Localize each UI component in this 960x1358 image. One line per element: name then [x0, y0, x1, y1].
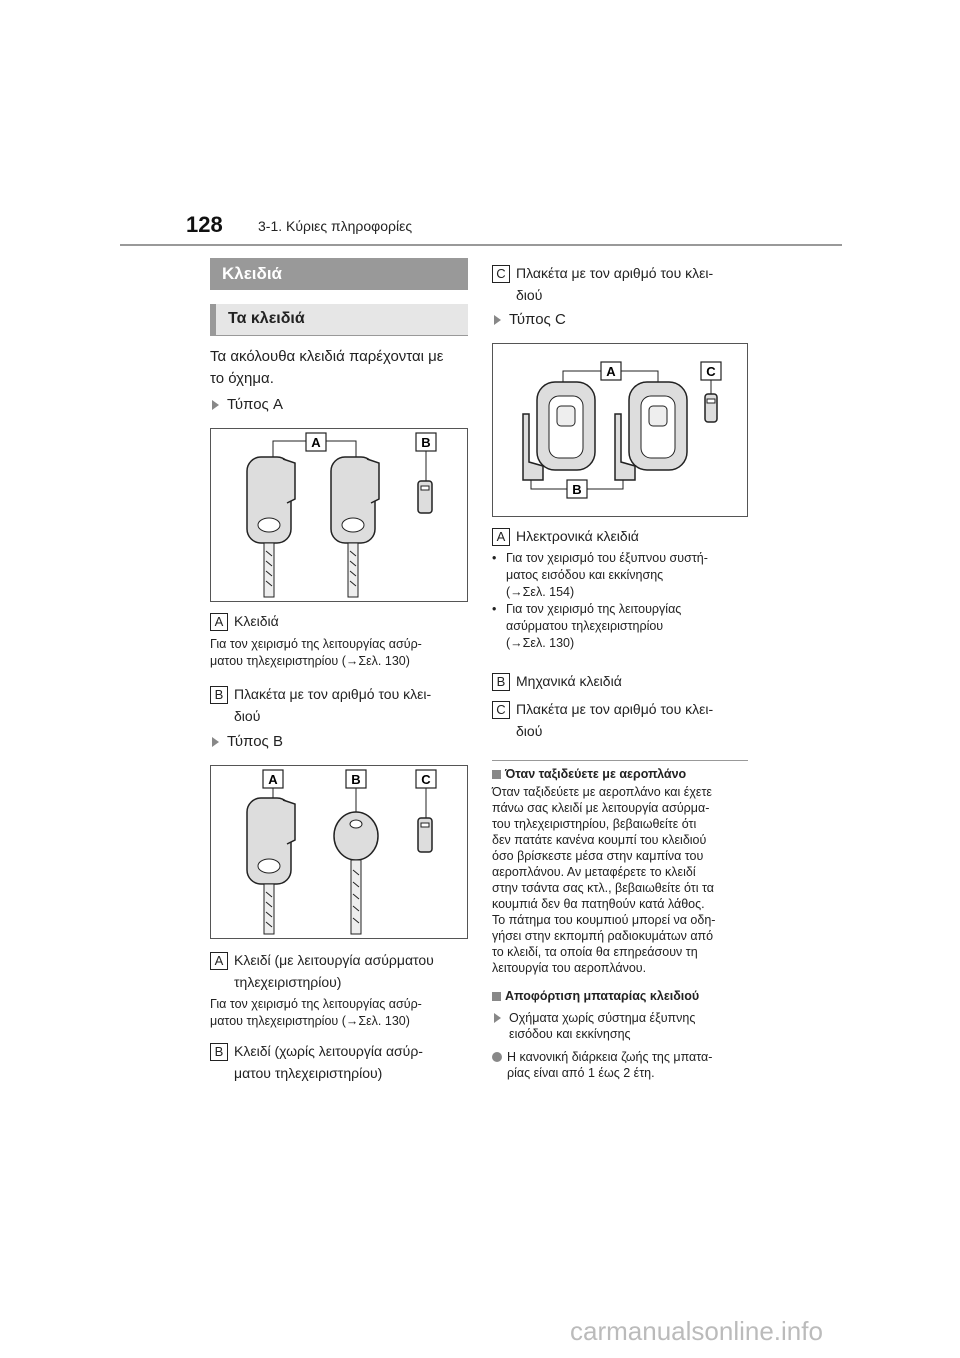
- text-line: Οχήματα χωρίς σύστημα έξυπνης: [509, 1011, 696, 1025]
- type-b-heading-text: Τύπος B: [227, 733, 283, 750]
- remote-key-icon: [247, 798, 295, 934]
- callout-label-c: C: [421, 772, 431, 787]
- item-title-line-1: Πλακέτα με τον αριθμό του κλει-: [234, 686, 432, 702]
- item-title-line-1: Κλειδί (χωρίς λειτουργία ασύρ-: [234, 1043, 423, 1059]
- key-number-plate-icon: [418, 481, 432, 513]
- smart-key-icon: [629, 382, 687, 470]
- triangle-bullet-icon: [212, 737, 219, 747]
- triangle-bullet-icon: [494, 1013, 501, 1023]
- item-label-box: C: [492, 701, 510, 719]
- triangle-bullet-icon: [494, 315, 501, 325]
- note-line-2: ματου τηλεχειριστηρίου (→Σελ. 130): [210, 1014, 410, 1028]
- item-title-line-2: διού: [516, 287, 543, 303]
- text-line: κουμπιά δεν θα πατηθούν κατά λάθος.: [492, 897, 705, 911]
- header-rule: [120, 244, 842, 246]
- item-title: Ηλεκτρονικά κλειδιά: [516, 528, 639, 544]
- type-c-heading-text: Τύπος C: [509, 311, 566, 328]
- page-number: 128: [186, 212, 223, 237]
- leader-line: [563, 371, 601, 382]
- item-label-box: A: [210, 952, 228, 970]
- item-label-box: B: [210, 1043, 228, 1061]
- type-c-heading: [494, 310, 566, 330]
- figure-type-c: [492, 343, 748, 517]
- bullet-dot-icon: •: [492, 602, 497, 616]
- type-b-item-a: [210, 949, 472, 993]
- bullet-line: ασύρματου τηλεχειριστηρίου: [506, 619, 664, 633]
- text-line: Η κανονική διάρκεια ζωής της μπατα-: [507, 1050, 713, 1064]
- item-label-box: A: [492, 528, 510, 546]
- note-line-1: Για τον χειρισμό της λειτουργίας ασύρ-: [210, 637, 422, 651]
- type-c-bullets: [492, 550, 756, 652]
- note-line-2: ματου τηλεχειριστηρίου (→Σελ. 130): [210, 654, 410, 668]
- callout-label-a: A: [311, 435, 321, 450]
- text-line: εισόδου και εκκίνησης: [509, 1027, 631, 1041]
- bullet-item: [492, 550, 756, 601]
- note-line-1: Για τον χειρισμό της λειτουργίας ασύρ-: [210, 997, 422, 1011]
- battery-heading-text: Αποφόρτιση μπαταρίας κλειδιού: [505, 989, 700, 1003]
- type-b-item-a-note: [210, 996, 472, 1030]
- bullet-dot-icon: •: [492, 551, 497, 565]
- text-line: στην τσάντα σας κτλ., βεβαιωθείτε ότι τα: [492, 881, 714, 895]
- section-title: Κλειδιά: [210, 258, 468, 290]
- text-line: του τηλεχειριστηρίου, βεβαιωθείτε ότι: [492, 817, 697, 831]
- smart-key-icon: [537, 382, 595, 470]
- figure-type-a-drawing: [211, 429, 467, 601]
- mechanical-key-icon: [334, 812, 378, 934]
- bullet-line: ματος εισόδου και εκκίνησης: [506, 568, 664, 582]
- item-title-line-1: Κλειδί (με λειτουργία ασύρματου: [234, 952, 434, 968]
- item-title-line-1: Πλακέτα με τον αριθμό του κλει-: [516, 701, 714, 717]
- triangle-bullet-icon: [212, 400, 219, 410]
- item-title-line-2: τηλεχειριστηρίου): [234, 974, 342, 990]
- type-a-heading: [212, 395, 283, 415]
- type-a-item-a: [210, 611, 470, 631]
- bullet-line: (→Σελ. 130): [506, 636, 575, 650]
- item-title: Μηχανικά κλειδιά: [516, 673, 622, 689]
- item-label-box: C: [492, 265, 510, 283]
- figure-type-b: [210, 765, 468, 939]
- bullet-line: Για τον χειρισμό του έξυπνου συστή-: [506, 551, 708, 565]
- remote-key-icon: [247, 457, 295, 597]
- callout-label-c: C: [706, 364, 716, 379]
- item-title-line-1: Πλακέτα με τον αριθμό του κλει-: [516, 265, 714, 281]
- type-c-item-a: [492, 526, 754, 546]
- airplane-text: [492, 784, 756, 976]
- text-line: γήσει στην εκπομπή ραδιοκυμάτων από: [492, 929, 714, 943]
- leader-line: [621, 371, 658, 382]
- circle-bullet-icon: [492, 1052, 502, 1062]
- item-label-box: A: [210, 613, 228, 631]
- battery-dot: [492, 1049, 756, 1081]
- airplane-heading: [492, 766, 754, 783]
- item-title: Κλειδιά: [234, 613, 279, 629]
- type-c-item-c: [492, 698, 754, 742]
- bullet-item: [492, 601, 756, 652]
- square-bullet-icon: [492, 770, 501, 779]
- item-title-line-2: ματου τηλεχειριστηρίου): [234, 1065, 383, 1081]
- figure-type-b-drawing: [211, 766, 467, 938]
- type-b-heading: [212, 732, 283, 752]
- callout-label-b: B: [351, 772, 361, 787]
- callout-label-a: A: [606, 364, 616, 379]
- item-label-box: B: [210, 686, 228, 704]
- intro-text: [210, 346, 470, 390]
- square-bullet-icon: [492, 992, 501, 1001]
- figure-type-a: [210, 428, 468, 602]
- bullet-line: (→Σελ. 154): [506, 585, 575, 599]
- callout-label-b: B: [421, 435, 431, 450]
- type-b-item-b: [210, 1040, 472, 1084]
- bullet-line: Για τον χειρισμό της λειτουργίας: [506, 602, 682, 616]
- key-number-plate-icon: [705, 394, 717, 422]
- item-title-line-2: διού: [516, 723, 543, 739]
- chapter-title: 3-1. Κύριες πληροφορίες: [258, 218, 413, 234]
- airplane-heading-text: Όταν ταξιδεύετε με αεροπλάνο: [505, 767, 687, 781]
- text-line: λειτουργία του αεροπλάνου.: [492, 961, 647, 975]
- subsection-title: Τα κλειδιά: [210, 304, 468, 336]
- item-title-line-2: διού: [234, 708, 261, 724]
- intro-line-1: Τα ακόλουθα κλειδιά παρέχονται με: [210, 348, 444, 365]
- text-line: όσο βρίσκεστε μέσα στην καμπίνα του: [492, 849, 704, 863]
- battery-heading: [492, 988, 754, 1005]
- callout-label-b: B: [572, 482, 582, 497]
- section-divider: [492, 760, 748, 761]
- type-a-item-a-note: [210, 636, 472, 670]
- remote-key-icon: [331, 457, 379, 597]
- figure-type-c-drawing: [493, 344, 747, 516]
- key-number-plate-icon: [418, 818, 432, 852]
- text-line: αεροπλάνου. Αν μεταφέρετε το κλειδί: [492, 865, 696, 879]
- text-line: Το πάτημα του κουμπιού μπορεί να οδη-: [492, 913, 716, 927]
- text-line: δεν πατάτε κανένα κουμπί του κλειδιού: [492, 833, 707, 847]
- battery-sub: [494, 1010, 756, 1042]
- intro-line-2: το όχημα.: [210, 370, 274, 387]
- text-line: ρίας είναι από 1 έως 2 έτη.: [507, 1066, 655, 1080]
- type-a-heading-text: Τύπος A: [227, 396, 283, 413]
- type-a-item-b: [210, 683, 472, 727]
- type-b-item-c: [492, 262, 754, 306]
- text-line: πάνω σας κλειδί με λειτουργία ασύρμα-: [492, 801, 710, 815]
- text-line: το κλειδί, τα οποία θα επηρεάσουν τη: [492, 945, 698, 959]
- watermark: carmanualsonline.info: [570, 1316, 823, 1346]
- callout-label-a: A: [268, 772, 278, 787]
- type-c-item-b: [492, 671, 754, 691]
- item-label-box: B: [492, 673, 510, 691]
- text-line: Όταν ταξιδεύετε με αεροπλάνο και έχετε: [492, 785, 712, 799]
